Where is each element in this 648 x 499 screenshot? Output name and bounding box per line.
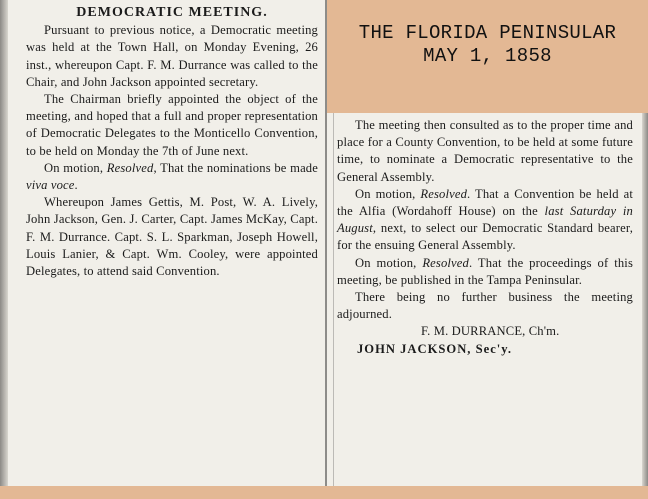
article-column-right — [337, 0, 633, 358]
resolved-word: Resolved — [106, 160, 154, 175]
viva-voce: viva voce — [26, 178, 75, 193]
resolved-word: Resolved — [422, 255, 469, 270]
motion-text: , That the nominations be made — [153, 160, 318, 175]
paragraph-adjourned: There being no further business the meeting adjourned. — [337, 290, 633, 322]
paragraph-convention-date: On motion, Resolved. That a Convention be held at the Alfia (Wordahoff House) on the last Saturday in August, next, to select our Democratic Standard bearer, for the ensuing General Assembly. — [337, 186, 634, 253]
page-edge-left — [0, 0, 8, 486]
article-heading: DEMOCRATIC MEETING. — [76, 5, 268, 20]
paragraph-chairman: The Chairman briefly appointed the object of the meeting, and hoped that a full and proper representation of Democratic Delegates to the Monticello Convention, to be held on Monday the 7th of June next. — [26, 92, 318, 158]
page-edge-right — [642, 113, 648, 486]
article-column-left — [26, 0, 318, 280]
caption-date: MAY 1, 1858 — [423, 45, 552, 67]
paragraph-notice: Pursuant to previous notice, a Democratic meeting was held at the Town Hall, on Monday Evening, 26 inst., whereupon Capt. F. M. Durrance was called to the Chair, and John Jackson appointed secretary. — [26, 23, 318, 89]
paragraph-publish: On motion, Resolved. That the proceedings of this meeting, be published in the Tampa Peninsular. — [337, 255, 634, 287]
convention-date: last Saturday in August — [337, 204, 633, 236]
paragraph-nominations: On motion, Resolved, That the nominations be made viva voce. — [26, 160, 318, 193]
resolved-word: Resolved — [420, 186, 468, 201]
paragraph-delegates: Whereupon James Gettis, M. Post, W. A. Lively, John Jackson, Gen. J. Carter, Capt. James McKay, Capt. F. M. Durrance. Capt. S. L. Sparkman, Joseph Howell, Louis Lanier, & Capt. Wm. Cooley, were appointed Delegates, to attend said Convention. — [26, 195, 318, 279]
caption-newspaper: THE FLORIDA PENINSULAR — [358, 22, 617, 44]
signature-chairman: F. M. DURRANCE, Ch'm. — [421, 324, 560, 339]
bottom-band — [0, 486, 648, 499]
column-divider-inner — [333, 113, 334, 486]
motion-prefix: On motion, — [44, 160, 107, 175]
signature-secretary: JOHN JACKSON, Sec'y. — [357, 341, 513, 356]
paragraph-county-convention: The meeting then consulted as to the proper time and place for a County Convention, to be held at some future time, to nominate a Democratic representative to the General Assembly. — [337, 118, 633, 184]
